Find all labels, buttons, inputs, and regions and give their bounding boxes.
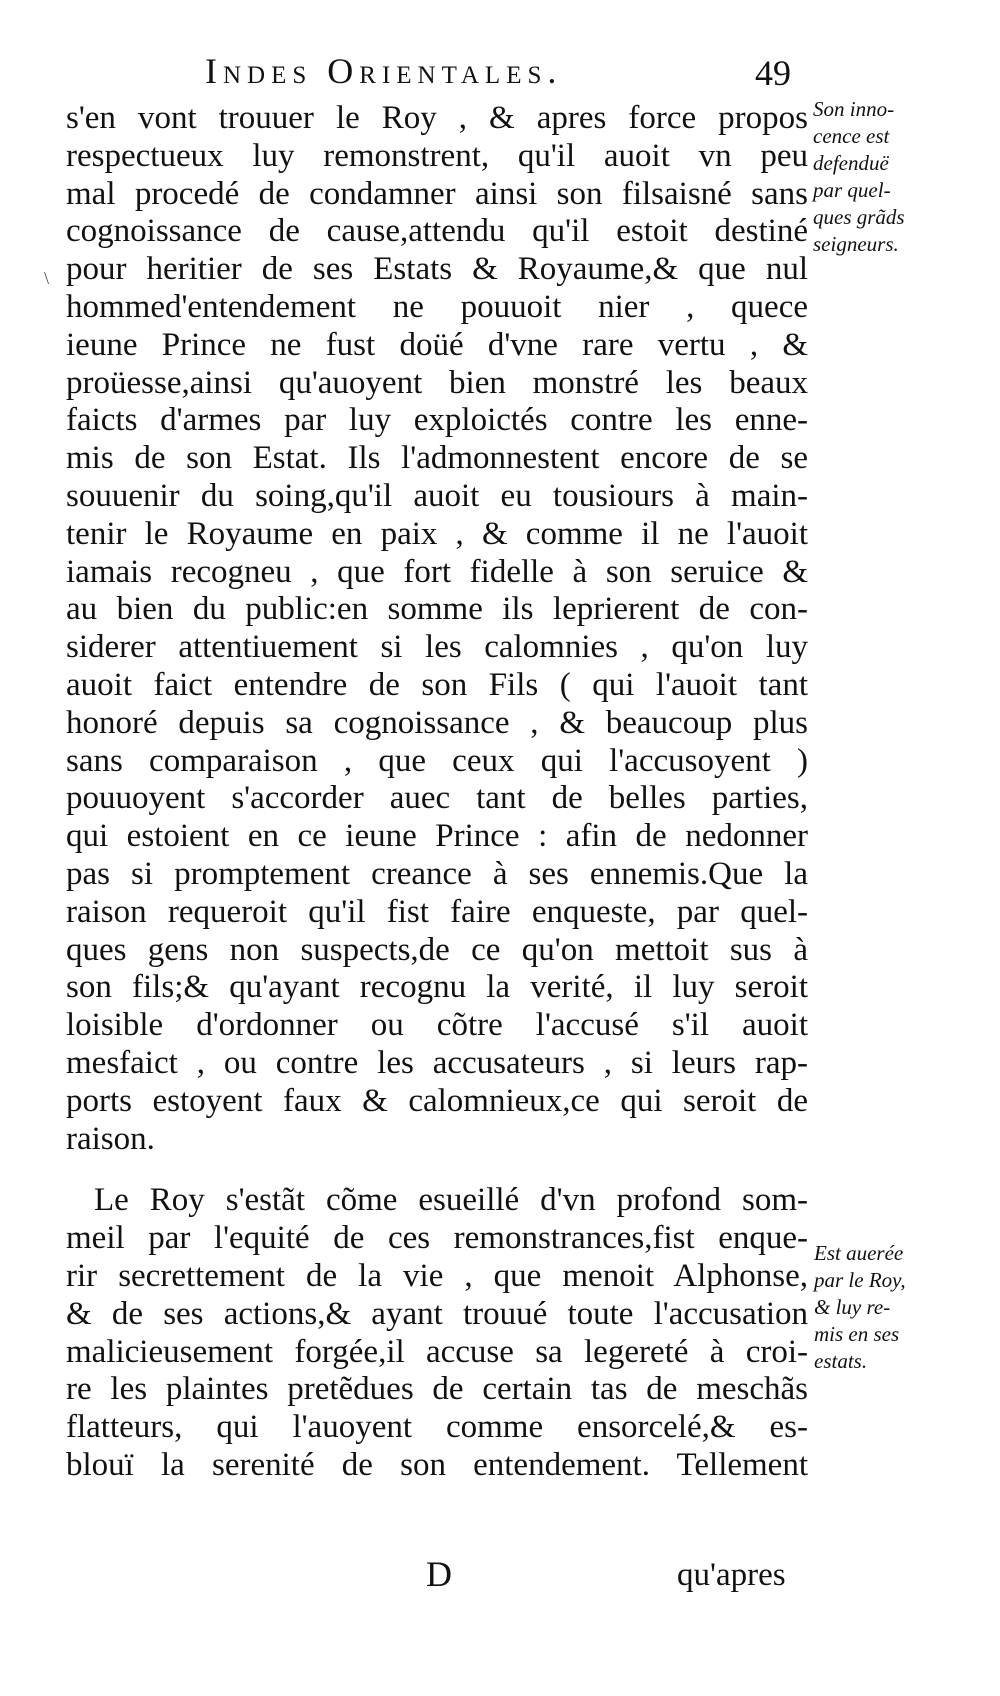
text-line: qui estoient en ce ieune Prince : afin de nedonner [66, 818, 808, 855]
text-line: mis de son Estat. Ils l'admonnestent encore de se [66, 440, 808, 477]
margin-note-line: par quel- [813, 178, 891, 202]
text-line: pas si promptement creance à ses ennemis.Que la [66, 855, 808, 892]
text-line: au bien du public:en somme ils leprierent de con- [66, 591, 808, 628]
signature-mark: D [426, 1554, 452, 1594]
text-line: blouï la serenité de son entendement. Tellement [66, 1446, 808, 1483]
catchword: qu'apres [677, 1557, 786, 1593]
text-line: loisible d'ordonner ou cõtre l'accusé s'il auoit [66, 1007, 808, 1044]
text-line: son fils;& qu'ayant recognu la verité, il luy seroit [66, 969, 808, 1006]
margin-note-line: estats. [814, 1349, 868, 1373]
margin-note-line: Son inno- [813, 97, 895, 121]
text-line: proüesse,ainsi qu'auoyent bien monstré les beaux [66, 364, 808, 401]
text-line: honoré depuis sa cognoissance , & beaucoup plus [66, 704, 808, 741]
text-line: auoit faict entendre de son Fils ( qui l'auoit tant [66, 666, 808, 703]
text-line: ques gens non suspects,de ce qu'on mettoit sus à [66, 931, 808, 968]
text-line: faicts d'armes par luy exploictés contre les enne- [66, 402, 808, 439]
ink-speck: \ [44, 268, 50, 288]
text-line: rir secrettement de la vie , que menoit Alphonse, [66, 1257, 808, 1294]
text-line: iamais recogneu , que fort fidelle à son seruice & [66, 553, 808, 590]
paragraph-1 [66, 100, 808, 1158]
text-line: sans comparaison , que ceux qui l'accusoyent ) [66, 742, 808, 779]
text-line: pouuoyent s'accorder auec tant de belles parties, [66, 780, 808, 817]
text-line: souuenir du soing,qu'il auoit eu tousiours à main- [66, 477, 808, 514]
paragraph-2 [66, 1182, 808, 1484]
text-line: ports estoyent faux & calomnieux,ce qui seroit de [66, 1082, 808, 1119]
text-line: siderer attentiuement si les calomnies , qu'on luy [66, 629, 808, 666]
running-title: Indes Orientales. [205, 51, 563, 91]
paragraph-gap [66, 1158, 808, 1182]
margin-note-restored [814, 1240, 942, 1375]
margin-note-line: defenduë [813, 151, 889, 175]
text-line: raison requeroit qu'il fist faire enqueste, par quel- [66, 893, 808, 930]
text-line: tenir le Royaume en paix , & comme il ne l'auoit [66, 515, 808, 552]
margin-note-line: seigneurs. [813, 232, 899, 256]
text-line: hommed'entendement ne pouuoit nier , quece [66, 288, 808, 325]
text-line: & de ses actions,& ayant trouué toute l'accusation [66, 1295, 808, 1332]
margin-note-line: par le Roy, [814, 1268, 906, 1292]
page-number: 49 [755, 53, 791, 93]
text-line: flatteurs, qui l'auoyent comme ensorcelé,& es- [66, 1409, 808, 1446]
text-line: raison. [66, 1120, 155, 1157]
margin-note-innocence [813, 96, 941, 258]
margin-note-line: & luy re- [814, 1295, 891, 1319]
text-line: respectueux luy remonstrent, qu'il auoit vn peu [66, 137, 808, 174]
text-line: mal procedé de condamner ainsi son filsaisné sans [66, 175, 808, 212]
margin-note-line: cence est [813, 124, 890, 148]
text-line: s'en vont trouuer le Roy , & apres force propos [66, 100, 808, 136]
text-line: meil par l'equité de ces remonstrances,fist enque- [66, 1220, 808, 1257]
margin-note-line: Est auerée [814, 1241, 904, 1265]
body-text [66, 100, 808, 1485]
text-line: cognoissance de cause,attendu qu'il estoit destiné [66, 213, 808, 250]
margin-note-line: ques grãds [813, 205, 905, 229]
text-line: ieune Prince ne fust doüé d'vne rare vertu , & [66, 326, 808, 363]
text-line: malicieusement forgée,il accuse sa legereté à croi- [66, 1333, 808, 1370]
text-line: pour heritier de ses Estats & Royaume,& que nul [66, 251, 808, 288]
text-line: Le Roy s'estãt cõme esueillé d'vn profond som- [94, 1182, 808, 1219]
text-line: mesfaict , ou contre les accusateurs , si leurs rap- [66, 1044, 808, 1081]
text-line: re les plaintes pretẽdues de certain tas de meschãs [66, 1371, 808, 1408]
margin-note-line: mis en ses [814, 1322, 900, 1346]
